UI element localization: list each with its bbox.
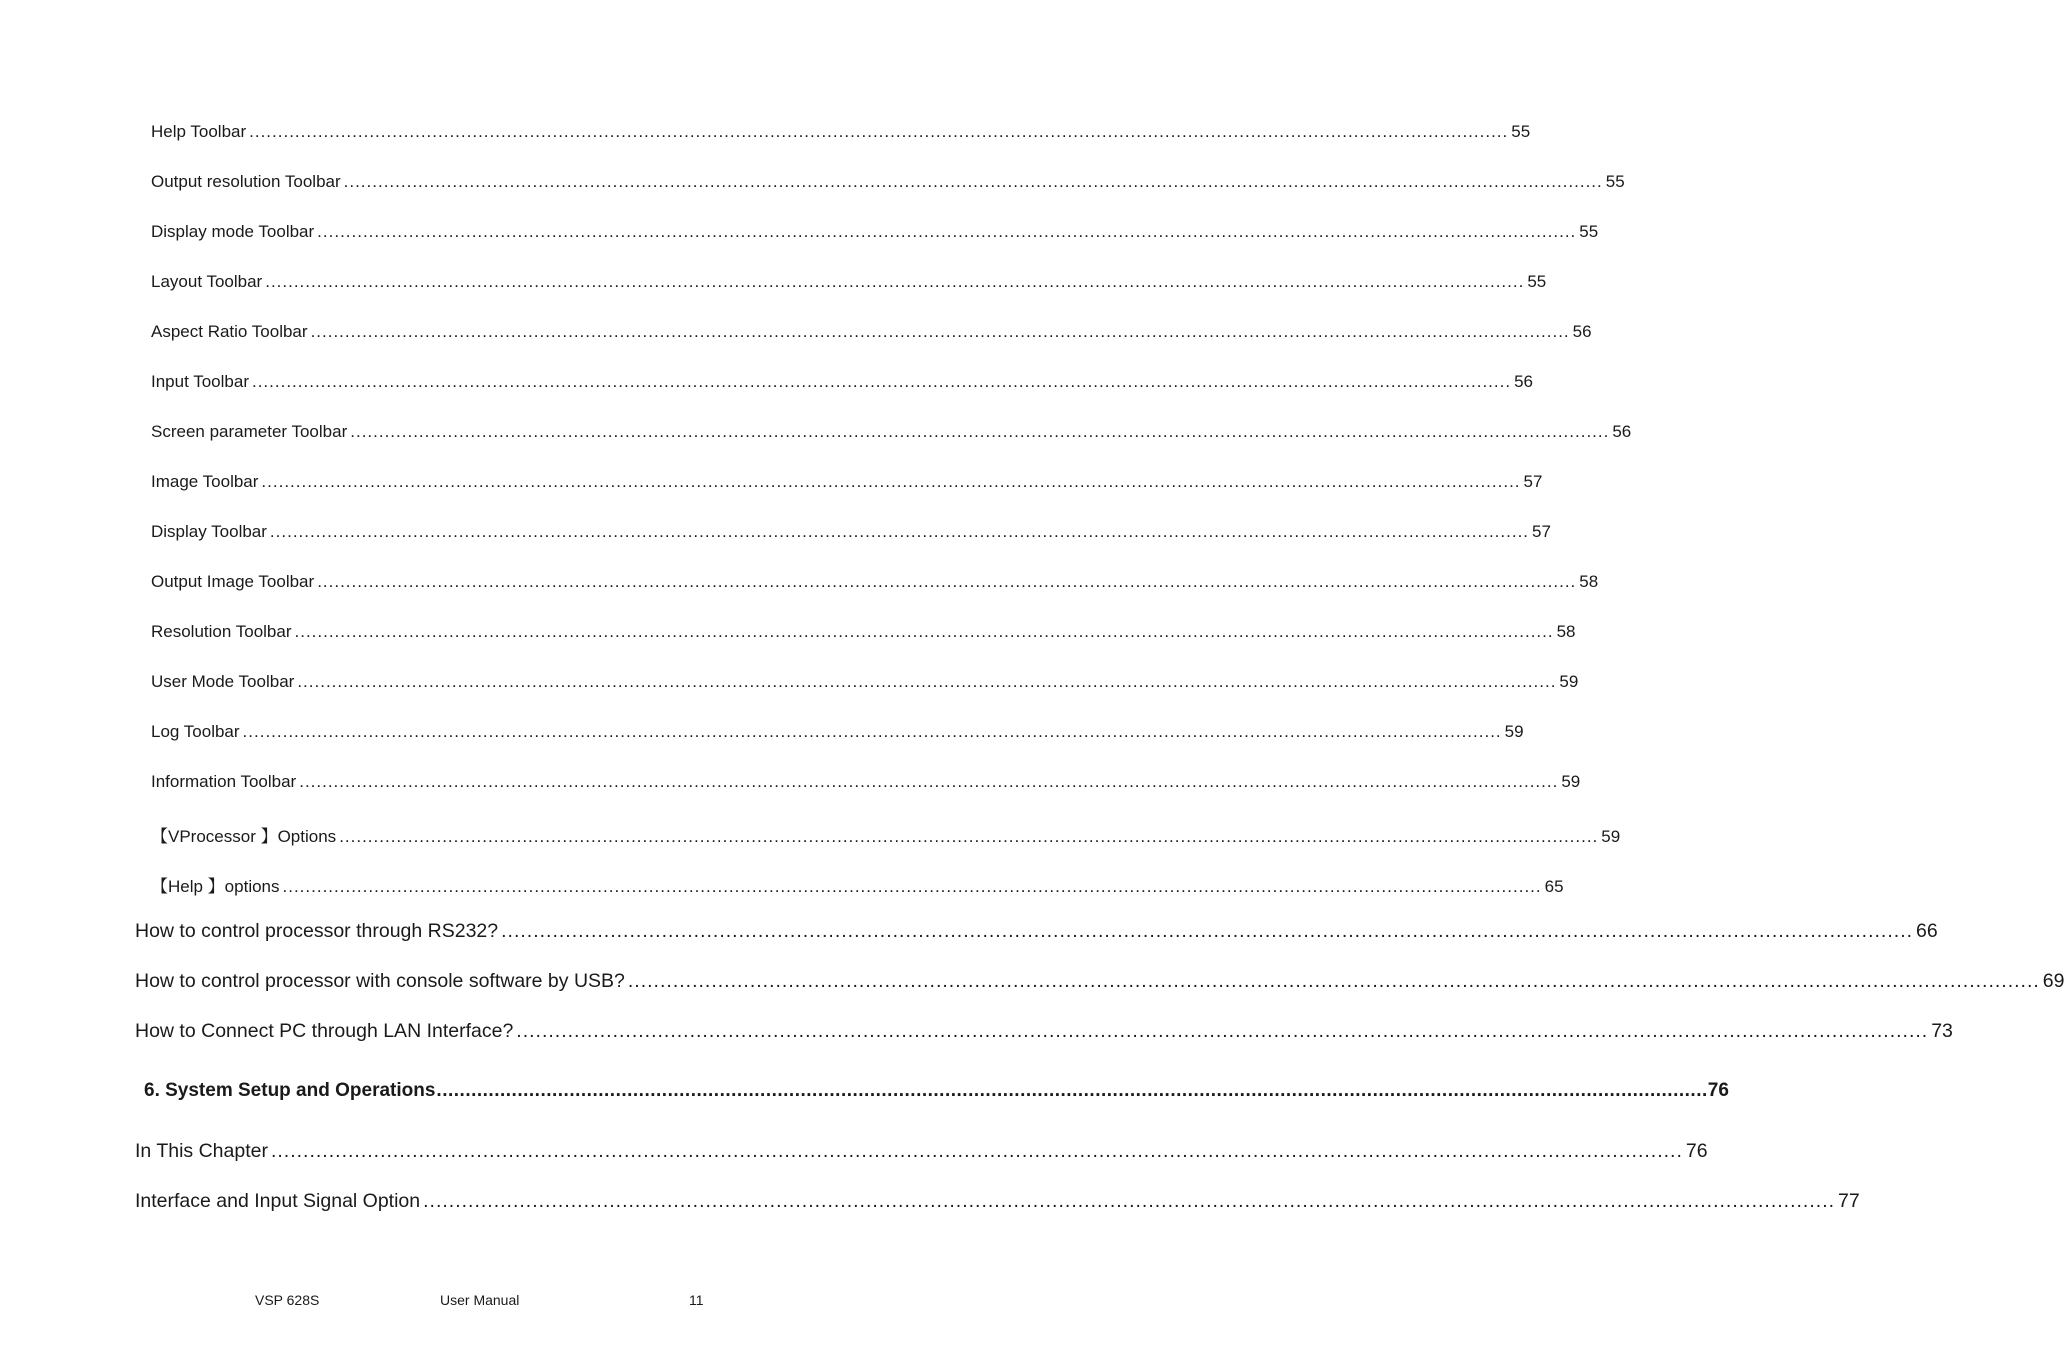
- footer-doc-title: User Manual: [440, 1292, 520, 1308]
- toc-entry-title: Resolution Toolbar: [151, 622, 292, 641]
- toc-entry-page: 76: [1685, 1140, 1708, 1162]
- toc-entry[interactable]: [151, 672, 1579, 692]
- toc-entry[interactable]: [151, 722, 1524, 742]
- toc-entry-title: Screen parameter Toolbar: [151, 422, 348, 441]
- toc-entry-page: 66: [1916, 920, 1938, 942]
- toc-dot-leader: ............................................................................................................................................................................................................................: [310, 322, 1570, 341]
- toc-entry-page: 76: [1707, 1080, 1729, 1101]
- toc-dot-leader: ............................................................................................................................................................................................................................: [343, 172, 1603, 191]
- toc-entry-title: Display Toolbar: [151, 522, 267, 541]
- toc-entry[interactable]: [151, 572, 1599, 592]
- toc-entry-page: 77: [1838, 1190, 1860, 1212]
- toc-dot-leader: ............................................................................................................................................................................................................................: [242, 722, 1502, 741]
- toc-dot-leader: ............................................................................................................................................................................................................................: [269, 522, 1530, 541]
- toc-entry-title: Display mode Toolbar: [151, 222, 315, 241]
- toc-entry-page: 69: [2042, 970, 2065, 992]
- toc-entry-page: 59: [1559, 672, 1579, 691]
- toc-dot-leader: ............................................................................................................................................................................................................................: [350, 422, 1610, 441]
- toc-entry-title: 【VProcessor 】Options: [151, 827, 337, 846]
- toc-entry[interactable]: [151, 822, 1621, 847]
- toc-entry-title: Layout Toolbar: [151, 272, 263, 291]
- toc-dot-leader: ............................................................................................................................................................................................................................: [501, 920, 1914, 942]
- toc-entry[interactable]: [135, 920, 1938, 943]
- toc-dot-leader: ............................................................................................................................................................................................................................: [317, 572, 1577, 591]
- footer-page-number: 11: [689, 1292, 704, 1308]
- toc-entry-page: 59: [1561, 772, 1581, 791]
- toc-entry-page: 55: [1527, 272, 1547, 291]
- footer-product: VSP 628S: [255, 1292, 320, 1308]
- toc-dot-leader: ............................................................................................................................................................................................................................: [282, 877, 1542, 896]
- toc-entry-title: Interface and Input Signal Option: [135, 1190, 421, 1212]
- toc-entry-page: 56: [1572, 322, 1592, 341]
- toc-entry-title: Output resolution Toolbar: [151, 172, 341, 191]
- toc-entry-page: 56: [1612, 422, 1632, 441]
- toc-dot-leader: ............................................................................................................................................................................................................................: [249, 122, 1509, 141]
- toc-entry-title: 6. System Setup and Operations: [144, 1080, 436, 1101]
- toc-entry[interactable]: [151, 372, 1533, 392]
- toc-entry[interactable]: [135, 1140, 1708, 1163]
- toc-entry-page: 58: [1579, 572, 1599, 591]
- toc-dot-leader: ............................................................................................................................................................................................................................: [294, 622, 1554, 641]
- toc-dot-leader: ............................................................................................................................................................................................................................: [436, 1080, 1708, 1101]
- toc-entry[interactable]: [151, 522, 1551, 542]
- toc-dot-leader: ............................................................................................................................................................................................................................: [261, 472, 1521, 491]
- toc-dot-leader: ............................................................................................................................................................................................................................: [270, 1140, 1683, 1162]
- toc-entry-page: 56: [1514, 372, 1533, 391]
- toc-entry-title: In This Chapter: [135, 1140, 268, 1162]
- toc-entry-page: 57: [1523, 472, 1543, 491]
- toc-entry-page: 65: [1544, 877, 1564, 896]
- toc-entry-title: Input Toolbar: [151, 372, 249, 391]
- toc-entry-page: 55: [1605, 172, 1625, 191]
- toc-dot-leader: ............................................................................................................................................................................................................................: [627, 970, 2040, 992]
- toc-entry[interactable]: [151, 472, 1543, 492]
- toc-entry-page: 59: [1504, 722, 1524, 741]
- toc-entry-title: How to Connect PC through LAN Interface?: [135, 1020, 514, 1042]
- toc-entry-title: Help Toolbar: [151, 122, 247, 141]
- toc-entry-title: Output Image Toolbar: [151, 572, 315, 591]
- toc-entry[interactable]: [135, 970, 2065, 993]
- toc-entry-title: How to control processor with console software by USB?: [135, 970, 625, 992]
- toc-entry[interactable]: [151, 322, 1592, 342]
- toc-entry[interactable]: [151, 622, 1576, 642]
- toc-entry-page: 58: [1556, 622, 1576, 641]
- toc-entry-page: 73: [1931, 1020, 1953, 1042]
- toc-entry[interactable]: [135, 1020, 1953, 1043]
- toc-entry-page: 57: [1532, 522, 1551, 541]
- toc-entry-title: How to control processor through RS232?: [135, 920, 499, 942]
- toc-entry[interactable]: [151, 872, 1564, 897]
- toc-entry-title: Aspect Ratio Toolbar: [151, 322, 308, 341]
- toc-dot-leader: ............................................................................................................................................................................................................................: [423, 1190, 1836, 1212]
- toc-dot-leader: ............................................................................................................................................................................................................................: [339, 827, 1599, 846]
- toc-dot-leader: ............................................................................................................................................................................................................................: [299, 772, 1559, 791]
- toc-dot-leader: ............................................................................................................................................................................................................................: [317, 222, 1577, 241]
- toc-entry-title: 【Help 】options: [151, 877, 280, 896]
- toc-entry[interactable]: [151, 222, 1599, 242]
- toc-entry[interactable]: [144, 1080, 1729, 1102]
- toc-entry-title: Information Toolbar: [151, 772, 297, 791]
- toc-entry[interactable]: [151, 422, 1632, 442]
- toc-entry[interactable]: [135, 1190, 1860, 1213]
- toc-entry-title: Image Toolbar: [151, 472, 259, 491]
- toc-dot-leader: ............................................................................................................................................................................................................................: [516, 1020, 1929, 1042]
- toc-entry-page: 55: [1511, 122, 1531, 141]
- toc-entry[interactable]: [151, 122, 1531, 142]
- toc-entry-page: 55: [1579, 222, 1599, 241]
- toc-dot-leader: ............................................................................................................................................................................................................................: [265, 272, 1525, 291]
- toc-entry[interactable]: [151, 172, 1625, 192]
- toc-entry-page: 59: [1601, 827, 1621, 846]
- toc-dot-leader: ............................................................................................................................................................................................................................: [297, 672, 1557, 691]
- toc-dot-leader: ............................................................................................................................................................................................................................: [251, 372, 1512, 391]
- toc-entry-title: Log Toolbar: [151, 722, 240, 741]
- toc-entry[interactable]: [151, 272, 1547, 292]
- toc-entry-title: User Mode Toolbar: [151, 672, 295, 691]
- toc-entry[interactable]: [151, 772, 1581, 792]
